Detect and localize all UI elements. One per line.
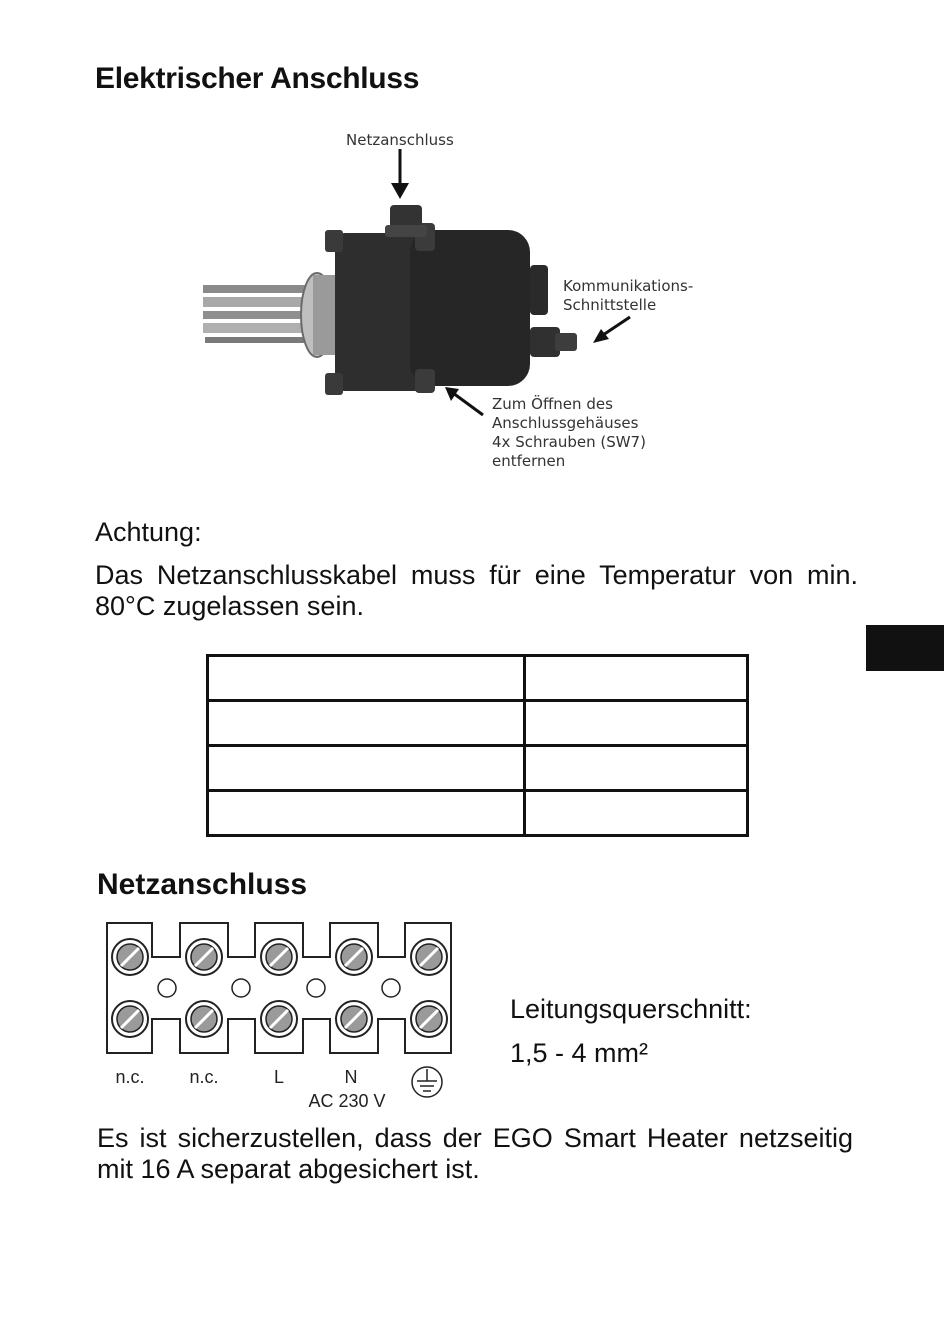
table-row — [208, 656, 748, 701]
terminal-label: L — [273, 1067, 285, 1087]
label-communication-line-2: Schnittstelle — [563, 296, 657, 314]
cable-cross-section-value: 1,5 - 4 mm² — [510, 1038, 649, 1068]
table-cell — [208, 701, 525, 746]
empty-table — [206, 654, 749, 837]
label-open-line-1: Zum Öffnen des — [492, 395, 613, 413]
fuse-note: Es ist sicherzustellen, dass der EGO Smart Heater netzseitig mit 16 A separat abgesichert ist. — [97, 1123, 853, 1184]
terminal-label: n.c. — [189, 1067, 219, 1087]
terminal-block-diagram — [100, 915, 460, 1115]
terminal-label: n.c. — [115, 1067, 145, 1087]
screw-icon — [186, 1001, 222, 1037]
warning-text: Das Netzanschlusskabel muss für eine Temperatur von min. 80°C zugelassen sein. — [95, 560, 858, 621]
label-open-line-2: Anschlussgehäuses — [492, 414, 639, 432]
label-open-housing — [492, 395, 646, 471]
table-cell — [208, 791, 525, 836]
screw-icon — [411, 939, 447, 975]
table-cell — [525, 701, 748, 746]
screw-icon — [411, 1001, 447, 1037]
label-open-line-3: 4x Schrauben (SW7) — [492, 433, 646, 451]
table-row — [208, 746, 748, 791]
screw-icon — [112, 1001, 148, 1037]
voltage-label: AC 230 V — [308, 1091, 386, 1111]
screw-icon — [336, 1001, 372, 1037]
cable-cross-section-label: Leitungsquerschnitt: — [510, 994, 752, 1024]
screw-icon — [112, 939, 148, 975]
label-communication-line-1: Kommunikations- — [563, 277, 694, 295]
terminal-label: N — [344, 1067, 358, 1087]
label-communication-interface — [563, 277, 693, 315]
screw-icon — [261, 1001, 297, 1037]
table-cell — [525, 656, 748, 701]
screw-icon — [336, 939, 372, 975]
chapter-tab-marker — [866, 625, 944, 671]
screw-icon — [261, 939, 297, 975]
table-cell — [525, 746, 748, 791]
page-title: Elektrischer Anschluss — [95, 62, 420, 95]
table-cell — [208, 656, 525, 701]
screw-icon — [186, 939, 222, 975]
warning-title: Achtung: — [95, 517, 202, 547]
table-cell — [525, 791, 748, 836]
table-row — [208, 701, 748, 746]
protective-earth-icon — [412, 1067, 442, 1097]
section-title-power: Netzanschluss — [97, 868, 308, 901]
table-row — [208, 791, 748, 836]
label-open-line-4: entfernen — [492, 452, 566, 470]
table-cell — [208, 746, 525, 791]
label-power-connection: Netzanschluss — [346, 131, 454, 149]
